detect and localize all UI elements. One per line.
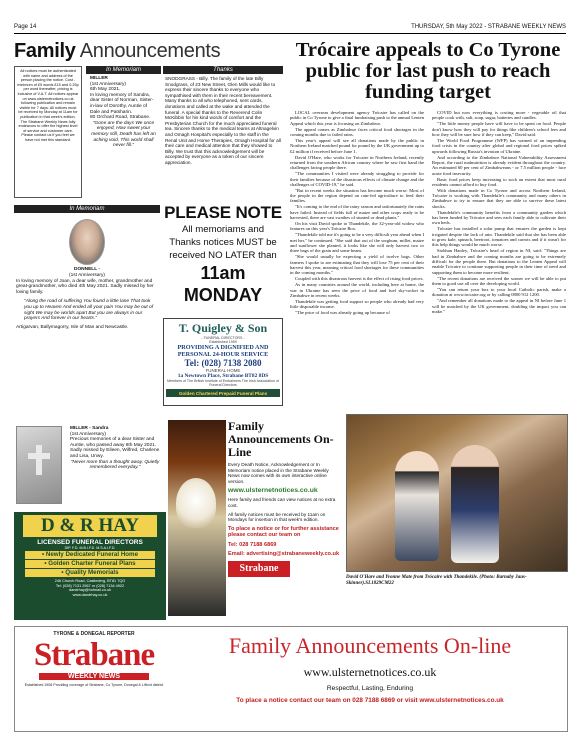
article-paragraph: "But in recent weeks the situation has become much worse. Most of the people in the region depend on rain-fed agriculture to feed their families. — [290, 187, 424, 204]
notice-verse: "Along the road of suffering You found a little lane That took you up to Heaven And ended all your pain You may be out of sight We may be worlds apart But you are always in our prayers And forever in our hearts." — [24, 298, 154, 322]
article-paragraph: Trócaire has installed a solar pump that ensures the garden is kept irrigated despite the lack of rain. Thandekile said that she has been able to grow kale, spinach, beetroot, tomatoes and carrots and if it wasn't for this help things would be much worse. — [432, 226, 566, 248]
article-paragraph: With donations made in Co Tyrone and across Northern Ireland, Trócaire is working with Thandekile's community and many others in Zimbabwe to try to ensure that they are able to survive these latest shocks. — [432, 187, 566, 209]
in-memoriam-notice: In Memoriam MILLER (1st Anniversary) 6th May 2021. In loving memory of Sandra, dear Sister of Norman, Sister-in-law of Dorothy, Auntie of Dale and Patsharin. 80 Orchard Road, Strabane. "Gone are the days We once enjoyed, How sweet your memory still, Death has left an aching void, This world shall never fill." — [86, 66, 161, 151]
notice-address: Artigarvan, Ballymagorry, Isle of Man and Newcastle. — [16, 325, 129, 331]
article-column-2 — [432, 110, 566, 315]
article-paragraph: This year's appeal will see all donations made by the public in Northern Ireland matched pound for pound by the UK government up to £2 million if received before June 1. — [290, 137, 424, 154]
article-paragraph: "She would usually be expecting a yield of twelve bags. Other farmers I spoke to are estimating that they will lose 75 per cent of their harvest this year, meaning critical food shortages for these communities in the coming months." — [290, 254, 424, 276]
please-note-box: PLEASE NOTE All memoriams and Thanks notices MUST be received NO LATER than 11am MONDAY — [164, 203, 282, 305]
notice-verse: "Gone are the days We once enjoyed, How sweet your memory still, Death has left an aching void, This world shall never fill." — [91, 120, 156, 149]
in-memoriam-notice-photo: In Memoriam DONNELL - (1st Anniversary) In loving memory of Joan, a dear wife, mother, grandmother and great-grandmother, who died 4th May 2021. Sadly missed by her loving family. "Along the road of suffering You found a little lane That took you up to Heaven And ended all your pain You may be out of sight We may be worlds apart But you are always in our prayers And forever in our hearts." Artigarvan, Ballymagorry, Isle of Man and Newcastle. — [14, 205, 160, 331]
article-paragraph: David O'Hare, who works for Trócaire in Northern Ireland, recently returned from the southern African country where he saw first hand the challenges facing people there. — [290, 154, 424, 171]
article-paragraph: "The price of food was already going up because of — [295, 310, 390, 316]
article-paragraph: LOCAL overseas development agency Trócaire has called on the public in Co Tyrone to give a final fundraising push to the annual Lenten Appeal which this year is focusing on Zimbabwe. — [290, 110, 424, 126]
address: 1a Newtown Place, Strabane BT82 8DS — [177, 373, 269, 379]
article-paragraph: Basic food prices keep increasing to such an extent that most rural residents cannot afford to buy food. — [432, 176, 566, 187]
website: www.dandrhay.co.uk — [72, 592, 108, 597]
article-photo — [346, 414, 568, 572]
company-name: D & R HAY — [23, 515, 157, 537]
article-paragraph: Thandekile was getting food support so people who already had very little disposable income. — [290, 298, 424, 310]
notice-header: Thanks — [163, 66, 283, 74]
address: 246 Church Road, Castlederg, BT81 7QG — [54, 579, 126, 583]
notice-verse: "Never more than a thought away, Quietly remembered everyday." — [70, 459, 160, 471]
dr-hay-funeral-ad: D & R HAY LICENSED FUNERAL DIRECTORS DIP. F.D. M.B.I.F.D. M.S.A.I.F.D. • Newly Dedicated Funeral Home • Golden Charter Funeral Plans • Quality Memorials 246 Church Road, Castlederg, BT81 7QG Tel: (028) 7131 2567 or (028) 7134 4922 dandrhay@hotmail.co.uk www.dandrhay.co.uk — [14, 512, 166, 620]
notice-address: 80 Orchard Road, Strabane. — [90, 115, 151, 121]
deceased-name: MILLER - Sandra — [70, 426, 109, 431]
article-paragraph: Thandekile's community benefits from a community garden which has been funded by Trócaire and sees each family able to cultivate their own beds. — [432, 209, 566, 226]
article-paragraph: "The recent donations are received the sooner we will be able to put them to good use all over the developing world. — [432, 275, 566, 286]
article-paragraph: "Thandekile told me it's going to be a very difficult year ahead when I met her," he continued. "She said that out of the sorghum, millet, maize and sunflower she planted, it looks like she will only harvest two or three bags of the grain and some beans. — [290, 232, 424, 254]
ad-title: Family Announcements On-Line — [228, 419, 334, 459]
article-paragraph: "It's coming to the end of the rainy season and unfortunately the rains have failed. Instead of fields full of maize and other crops ready to be harvested, there are vast swathes of stunted or dead plants." — [290, 204, 424, 221]
page-number: Page 14 — [14, 24, 37, 30]
page-header — [14, 24, 566, 34]
in-memoriam-notice-bible: MILLER - Sandra (1st Anniversary) Precious memories of a dear Sister and Auntie, who passed away 6th May 2021. Sadly missed by Eileen, Wilfred, Charlene and Lisa, Unwy. "Never more than a thought away, Quietly remembered everyday." — [14, 420, 164, 512]
section-title: Family Announcements — [14, 40, 221, 62]
deceased-name: MILLER — [90, 76, 108, 81]
article-paragraph: Coupled with this disastrous harvest is the effect of rising food prices. — [295, 276, 424, 282]
online-announcements-ad: Family Announcements On-Line Every Death Notice, Acknowledgement or In Memoriam notice placed in the Strabane Weekly News now comes with its own interactive online version. www.ulsternetnotices.co.uk Here family and friends can view notices at no extra cost. All family notices must be received by 11am on Mondays for insertion in that week's edition. To place a notice or for further assistance please contact our team on Tel: 028 7188 6869 Email: advertising@strabaneweekly.co.uk Strabane — [168, 420, 338, 620]
article-paragraph: "You can return your box to your local Catholic parish, make a donation at www.trocaire.org or by calling 0800 912 1200. — [432, 286, 566, 298]
issue-date: THURSDAY, 5th May 2022 - STRABANE WEEKLY NEWS — [411, 24, 566, 30]
phone-number: Tel: (028) 7138 2080 — [184, 358, 262, 368]
deceased-name: DONNELL - — [73, 267, 101, 272]
notice-body: In loving memory of Joan, a dear wife, mother, grandmother and great-grandmother, who died 4th May 2021. Sadly missed by her loving family. — [16, 278, 154, 296]
article-paragraph: The appeal comes as Zimbabwe faces critical food shortages in the coming months due to failed rains. — [290, 126, 424, 137]
article-column-1 — [290, 110, 424, 316]
article-paragraph: Siobhan Hanley, Trócaire's head of region in NI, said: "Things are bad in Zimbabwe and the coming months are going to be extremely difficult for the people there. But donations to the Lenten Appeal will enable Trócaire to continue supporting people in their time of need and supporting them to become more resilient. — [432, 248, 566, 275]
portrait-photo — [69, 219, 105, 265]
notice-body: Precious memories of a dear Sister and Auntie, who passed away 6th May 2021. Sadly missed by Eileen, Wilfred, Charlene and Lisa, Unwy. — [70, 437, 160, 459]
lily-candle-image — [168, 420, 226, 616]
photo-caption: David O'Hare and Yvonne Mate from Trócaire with Thandekile. (Photo: Barnaby Jaus-Skinner).SL1829CM22 — [346, 575, 527, 586]
website-link[interactable]: www.ulsternetnotices.co.uk — [228, 487, 318, 495]
article-headline: Trócaire appeals to Co Tyrone public for last push to reach funding target — [295, 39, 561, 103]
bottom-banner-ad: TYRONE & DONEGAL REPORTER Strabane WEEKLY NEWS Established 1908 Providing coverage of Strabane, Co Tyrone, Donegal & Lifford district Family Announcements On-line www.ulsternetnotices.co.uk Respectful, Lasting, Enduring To place a notice contact our team on 028 7188 6869 or visit www.ulsternetnotices.co.uk — [14, 626, 568, 732]
email-address: dandrhay@hotmail.co.uk — [68, 588, 112, 593]
strabane-weekly-news-logo: TYRONE & DONEGAL REPORTER Strabane WEEKLY NEWS Established 1908 Providing coverage of Strabane, Co Tyrone, Donegal & Lifford district — [19, 631, 169, 727]
article-paragraph: The World Food Programme (WFP) has warned of an impending food crisis in the country after global and regional food prices spiked upwards following Russia's invasion of Ukraine. — [432, 137, 566, 154]
quigley-funeral-ad: T. Quigley & Son - FUNERAL DIRECTORS - Established 1959 PROVIDING A DIGNIFIED AND PERSONAL 24-HOUR SERVICE Tel: (028) 7138 2080 FUNERAL HOME 1a Newtown Place, Strabane BT82 8DS Members of The British Institute of Embalmers The Irish Association of Funeral Directors Golden Chartered Prepaid Funeral Plans — [163, 318, 283, 406]
bible-cross-image — [16, 426, 62, 504]
phone-number: Tel: 028 7188 6869 — [228, 541, 277, 548]
website-link[interactable]: www.ulsternetnotices.co.uk — [303, 665, 437, 679]
banner-title: Family Announcements On-line — [228, 633, 512, 658]
article-paragraph: "And remember all donations made to the appeal in NI before June 1 will be matched by the UK government, doubling the impact you can make." — [432, 298, 566, 314]
notice-body: SNODGRASS - Billy. The family of the late Billy Snodgrass, of 23 New Street, Glen Mills would like to express their sincere thanks to everyone who sympathised with them in their recent bereavement. Many thanks to all who telephoned, sent cards, donations and called at the wake and attended the funeral. A special thanks to the Reverend Colin McKibbin for his kind words of comfort and the Presbyterian Church for the much appreciated funeral tea. Sincere thanks to the medical teams at Altnagelvin and Omagh Hospital's especially to the staff in the Renal Unit and Home Therapies, Omagh Hospital for all their care and medical attention that they showed to Billy. We trust that this acknowledgement will be accepted by everyone as a token of our sincere appreciation. — [165, 76, 281, 165]
contact-line: To place a notice contact our team on 028 7188 6869 or visit www.ulsternetnotices.co.uk — [236, 697, 504, 704]
article-paragraph: "The communities I visited were already struggling to provide for their families because of the disastrous effects of climate change and the challenges of COVID-19," he said. — [290, 171, 424, 187]
notice-header: In Memoriam — [86, 66, 161, 74]
strabane-logo-small: Strabane — [228, 561, 290, 577]
article-paragraph: COVID but now everything is costing more - vegetable oil that people cook with, salt, soap, sugar, batteries and candles. — [432, 110, 566, 121]
article-paragraph: As in many countries around the world, including here at home, the war in Ukraine has seen the price of food and fuel sky-rocket in Zimbabwe in recent weeks. — [290, 282, 424, 298]
article-paragraph: On his visit David spoke to Thandekile, the 32-year-old widow who features on this year's Trócaire Box. — [290, 221, 424, 232]
email-address: Email: advertising@strabaneweekly.co.uk — [228, 550, 340, 557]
notice-terms: All notices must be authenticated with name and address of the person placing the notice. Cost - minimum of £5 words £15 and 0.25p per word thereafter, pricing is inclusive of V.A.T. All notices appear on www.ulsternetnotices.co.uk following publication and remain visible for 7 days. All notices must be received by Monday at 11am for publication in that week's edition. The Strabane Weekly News fully endeavors to offer the highest level of service and customer care. Please contact us if you feel we have not met this standard. — [14, 66, 82, 198]
company-name: T. Quigley & Son — [178, 321, 268, 335]
notice-body: In loving memory of Sandra, dear Sister of Norman, Sister-in-law of Dorothy, Auntie of Dale and Patsharin. — [90, 92, 154, 115]
article-paragraph: And according to the Zimbabwe National Vulnerability Assessment Report, the rural malnutrition is already evident throughout the country. An estimated 60 per cent of Zimbabweans - or 7.5 million people - face acute food insecurity. — [432, 154, 566, 176]
phone-number: Tel: (028) 7131 2567 or (028) 7134 4922 — [55, 583, 125, 588]
notice-header: In Memoriam — [14, 205, 160, 213]
article-paragraph: "The little money people have will have to be spent on food. People don't know how they will pay for things like children's school fees and how they will be sure how if they can keep," David said. — [432, 121, 566, 137]
thanks-notice — [163, 66, 283, 168]
